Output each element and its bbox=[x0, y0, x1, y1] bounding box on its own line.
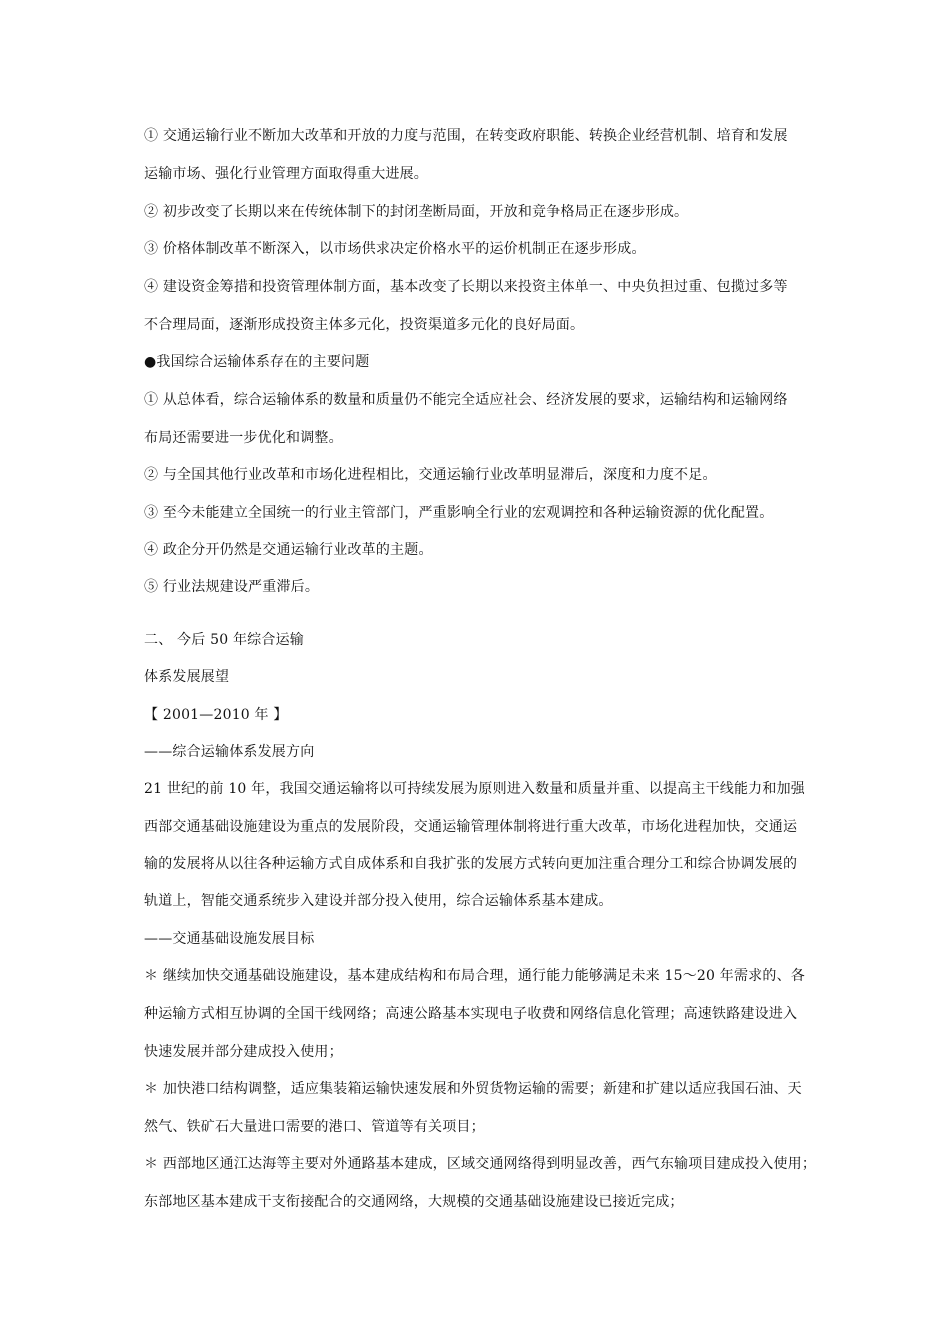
paragraph-line: ＊ 西部地区通江达海等主要对外通路基本建成，区域交通网络得到明显改善，西气东输项目建成投入使用； bbox=[144, 1156, 817, 1172]
section-heading: 二、 今后 50 年综合运输 bbox=[144, 632, 304, 648]
paragraph-line: ④ 政企分开仍然是交通运输行业改革的主题。 bbox=[144, 542, 433, 558]
paragraph-line: 不合理局面，逐渐形成投资主体多元化，投资渠道多元化的良好局面。 bbox=[144, 317, 585, 333]
section-heading: 体系发展展望 bbox=[144, 669, 230, 685]
paragraph-line: 然气、铁矿石大量进口需要的港口、管道等有关项目； bbox=[144, 1119, 485, 1135]
paragraph-line: ④ 建设资金筹措和投资管理体制方面，基本改变了长期以来投资主体单一、中央负担过重、包揽过多等 bbox=[144, 279, 788, 295]
subheading: ——综合运输体系发展方向 bbox=[144, 744, 315, 760]
paragraph-line: 21 世纪的前 10 年，我国交通运输将以可持续发展为原则进入数量和质量并重、以提高主干线能力和加强 bbox=[144, 781, 805, 797]
paragraph-line: ③ 至今未能建立全国统一的行业主管部门，严重影响全行业的宏观调控和各种运输资源的优化配置。 bbox=[144, 505, 774, 521]
section-heading: ●我国综合运输体系存在的主要问题 bbox=[144, 354, 370, 370]
paragraph-line: 西部交通基础设施建设为重点的发展阶段，交通运输管理体制将进行重大改革，市场化进程加快，交通运 bbox=[144, 819, 798, 835]
paragraph-line: ② 初步改变了长期以来在传统体制下的封闭垄断局面，开放和竞争格局正在逐步形成。 bbox=[144, 204, 689, 220]
paragraph-line: ③ 价格体制改革不断深入，以市场供求决定价格水平的运价机制正在逐步形成。 bbox=[144, 241, 646, 257]
paragraph-line: 东部地区基本建成干支衔接配合的交通网络，大规模的交通基础设施建设已接近完成； bbox=[144, 1194, 684, 1210]
paragraph-line: 快速发展并部分建成投入使用； bbox=[144, 1044, 343, 1060]
paragraph-line: 种运输方式相互协调的全国干线网络；高速公路基本实现电子收费和网络信息化管理；高速铁路建设进入 bbox=[144, 1006, 798, 1022]
paragraph-line: 布局还需要进一步优化和调整。 bbox=[144, 430, 343, 446]
paragraph-line: 轨道上，智能交通系统步入建设并部分投入使用，综合运输体系基本建成。 bbox=[144, 893, 613, 909]
paragraph-line: 输的发展将从以往各种运输方式自成体系和自我扩张的发展方式转向更加注重合理分工和综合协调发展的 bbox=[144, 856, 798, 872]
paragraph-line: ② 与全国其他行业改革和市场化进程相比，交通运输行业改革明显滞后，深度和力度不足。 bbox=[144, 467, 717, 483]
paragraph-line: ⑤ 行业法规建设严重滞后。 bbox=[144, 579, 320, 595]
period-heading: 【 2001—2010 年 】 bbox=[144, 707, 288, 723]
paragraph-line: ＊ 继续加快交通基础设施建设，基本建成结构和布局合理，通行能力能够满足未来 15～20 年需求的、各 bbox=[144, 968, 805, 984]
subheading: ——交通基础设施发展目标 bbox=[144, 931, 315, 947]
paragraph-line: ① 交通运输行业不断加大改革和开放的力度与范围，在转变政府职能、转换企业经营机制、培育和发展 bbox=[144, 128, 788, 144]
paragraph-line: ① 从总体看，综合运输体系的数量和质量仍不能完全适应社会、经济发展的要求，运输结构和运输网络 bbox=[144, 392, 788, 408]
paragraph-line: ＊ 加快港口结构调整，适应集装箱运输快速发展和外贸货物运输的需要；新建和扩建以适应我国石油、天 bbox=[144, 1081, 802, 1097]
paragraph-line: 运输市场、强化行业管理方面取得重大进展。 bbox=[144, 166, 428, 182]
